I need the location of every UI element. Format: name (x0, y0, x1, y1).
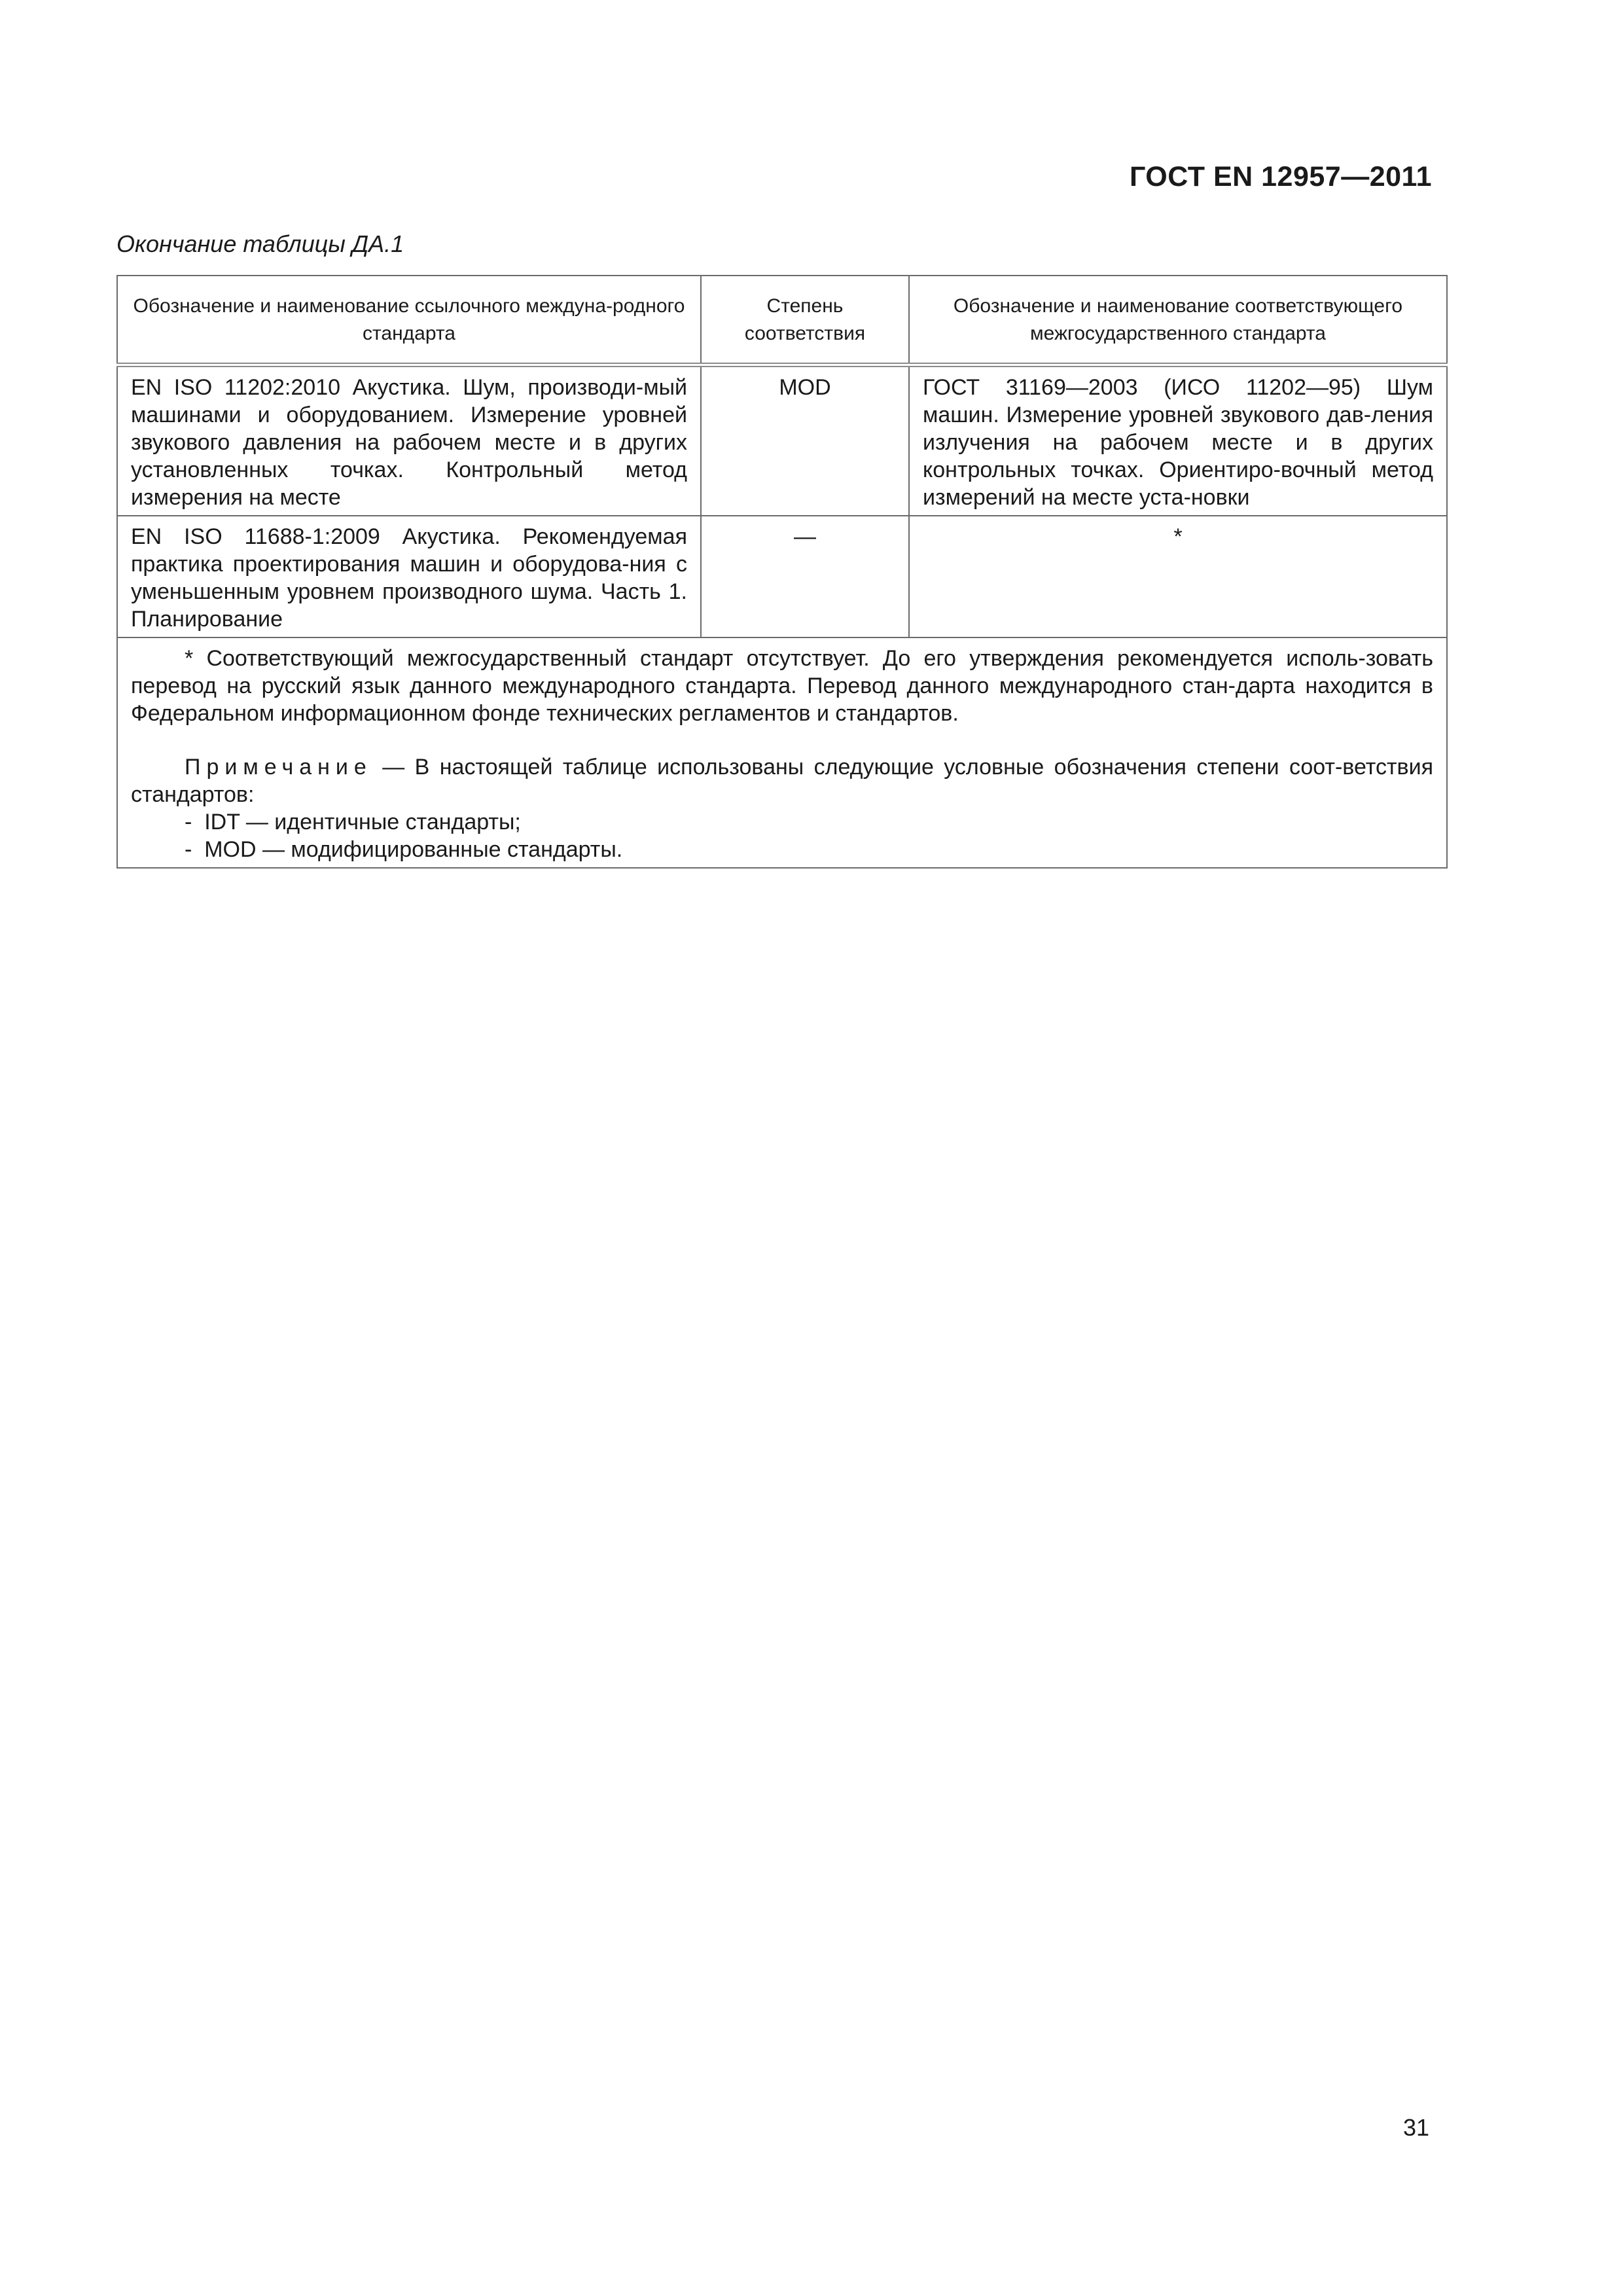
cell-degree: MOD (701, 365, 909, 516)
cell-interstate-standard: ГОСТ 31169—2003 (ИСО 11202—95) Шум машин. Измерение уровней звукового дав-ления излучения на рабочем месте и в других контрольных точках. Ориентиро-вочный метод измерений на месте уста-новки (909, 365, 1447, 516)
column-header-international: Обозначение и наименование ссылочного междуна-родного стандарта (117, 276, 701, 365)
footnote-text: * Соответствующий межгосударственный стандарт отсутствует. До его утверждения рекомендуется исполь-зовать перевод на русский язык данного международного стандарта. Перевод данного международного стан-дарта находится в Федеральном информационном фонде технических регламентов и стандартов. (131, 646, 1433, 726)
note-text: — В настоящей таблице использованы следующие условные обозначения степени соот-ветствия стандартов: (131, 755, 1433, 807)
note-label: Примечание (185, 755, 372, 780)
table-row (117, 516, 1447, 637)
table-caption: Окончание таблицы ДА.1 (116, 230, 404, 257)
page-number: 31 (1402, 2114, 1429, 2141)
cell-international-standard: EN ISO 11688-1:2009 Акустика. Рекомендуемая практика проектирования машин и оборудова-ния с уменьшенным уровнем производного шума. Часть 1. Планирование (117, 516, 701, 637)
column-header-degree: Степень соответствия (701, 276, 909, 365)
table-footnote-row (117, 637, 1447, 868)
note-paragraph (131, 753, 1433, 808)
cell-international-standard: EN ISO 11202:2010 Акустика. Шум, производи-мый машинами и оборудованием. Измерение уровней звукового давления на рабочем месте и в других установленных точках. Контрольный метод измерения на месте (117, 365, 701, 516)
list-item: - IDT — идентичные стандарты; (185, 808, 1433, 836)
table-row (117, 365, 1447, 516)
cell-interstate-standard: * (909, 516, 1447, 637)
reference-table (116, 275, 1448, 869)
column-header-interstate: Обозначение и наименование соответствующего межгосударственного стандарта (909, 276, 1447, 365)
list-item: - MOD — модифицированные стандарты. (185, 836, 1433, 863)
table-header-row (117, 276, 1447, 365)
document-code: ГОСТ EN 12957—2011 (1130, 161, 1432, 192)
cell-degree: — (701, 516, 909, 637)
footnote-cell (117, 637, 1447, 868)
note-list (131, 808, 1433, 863)
